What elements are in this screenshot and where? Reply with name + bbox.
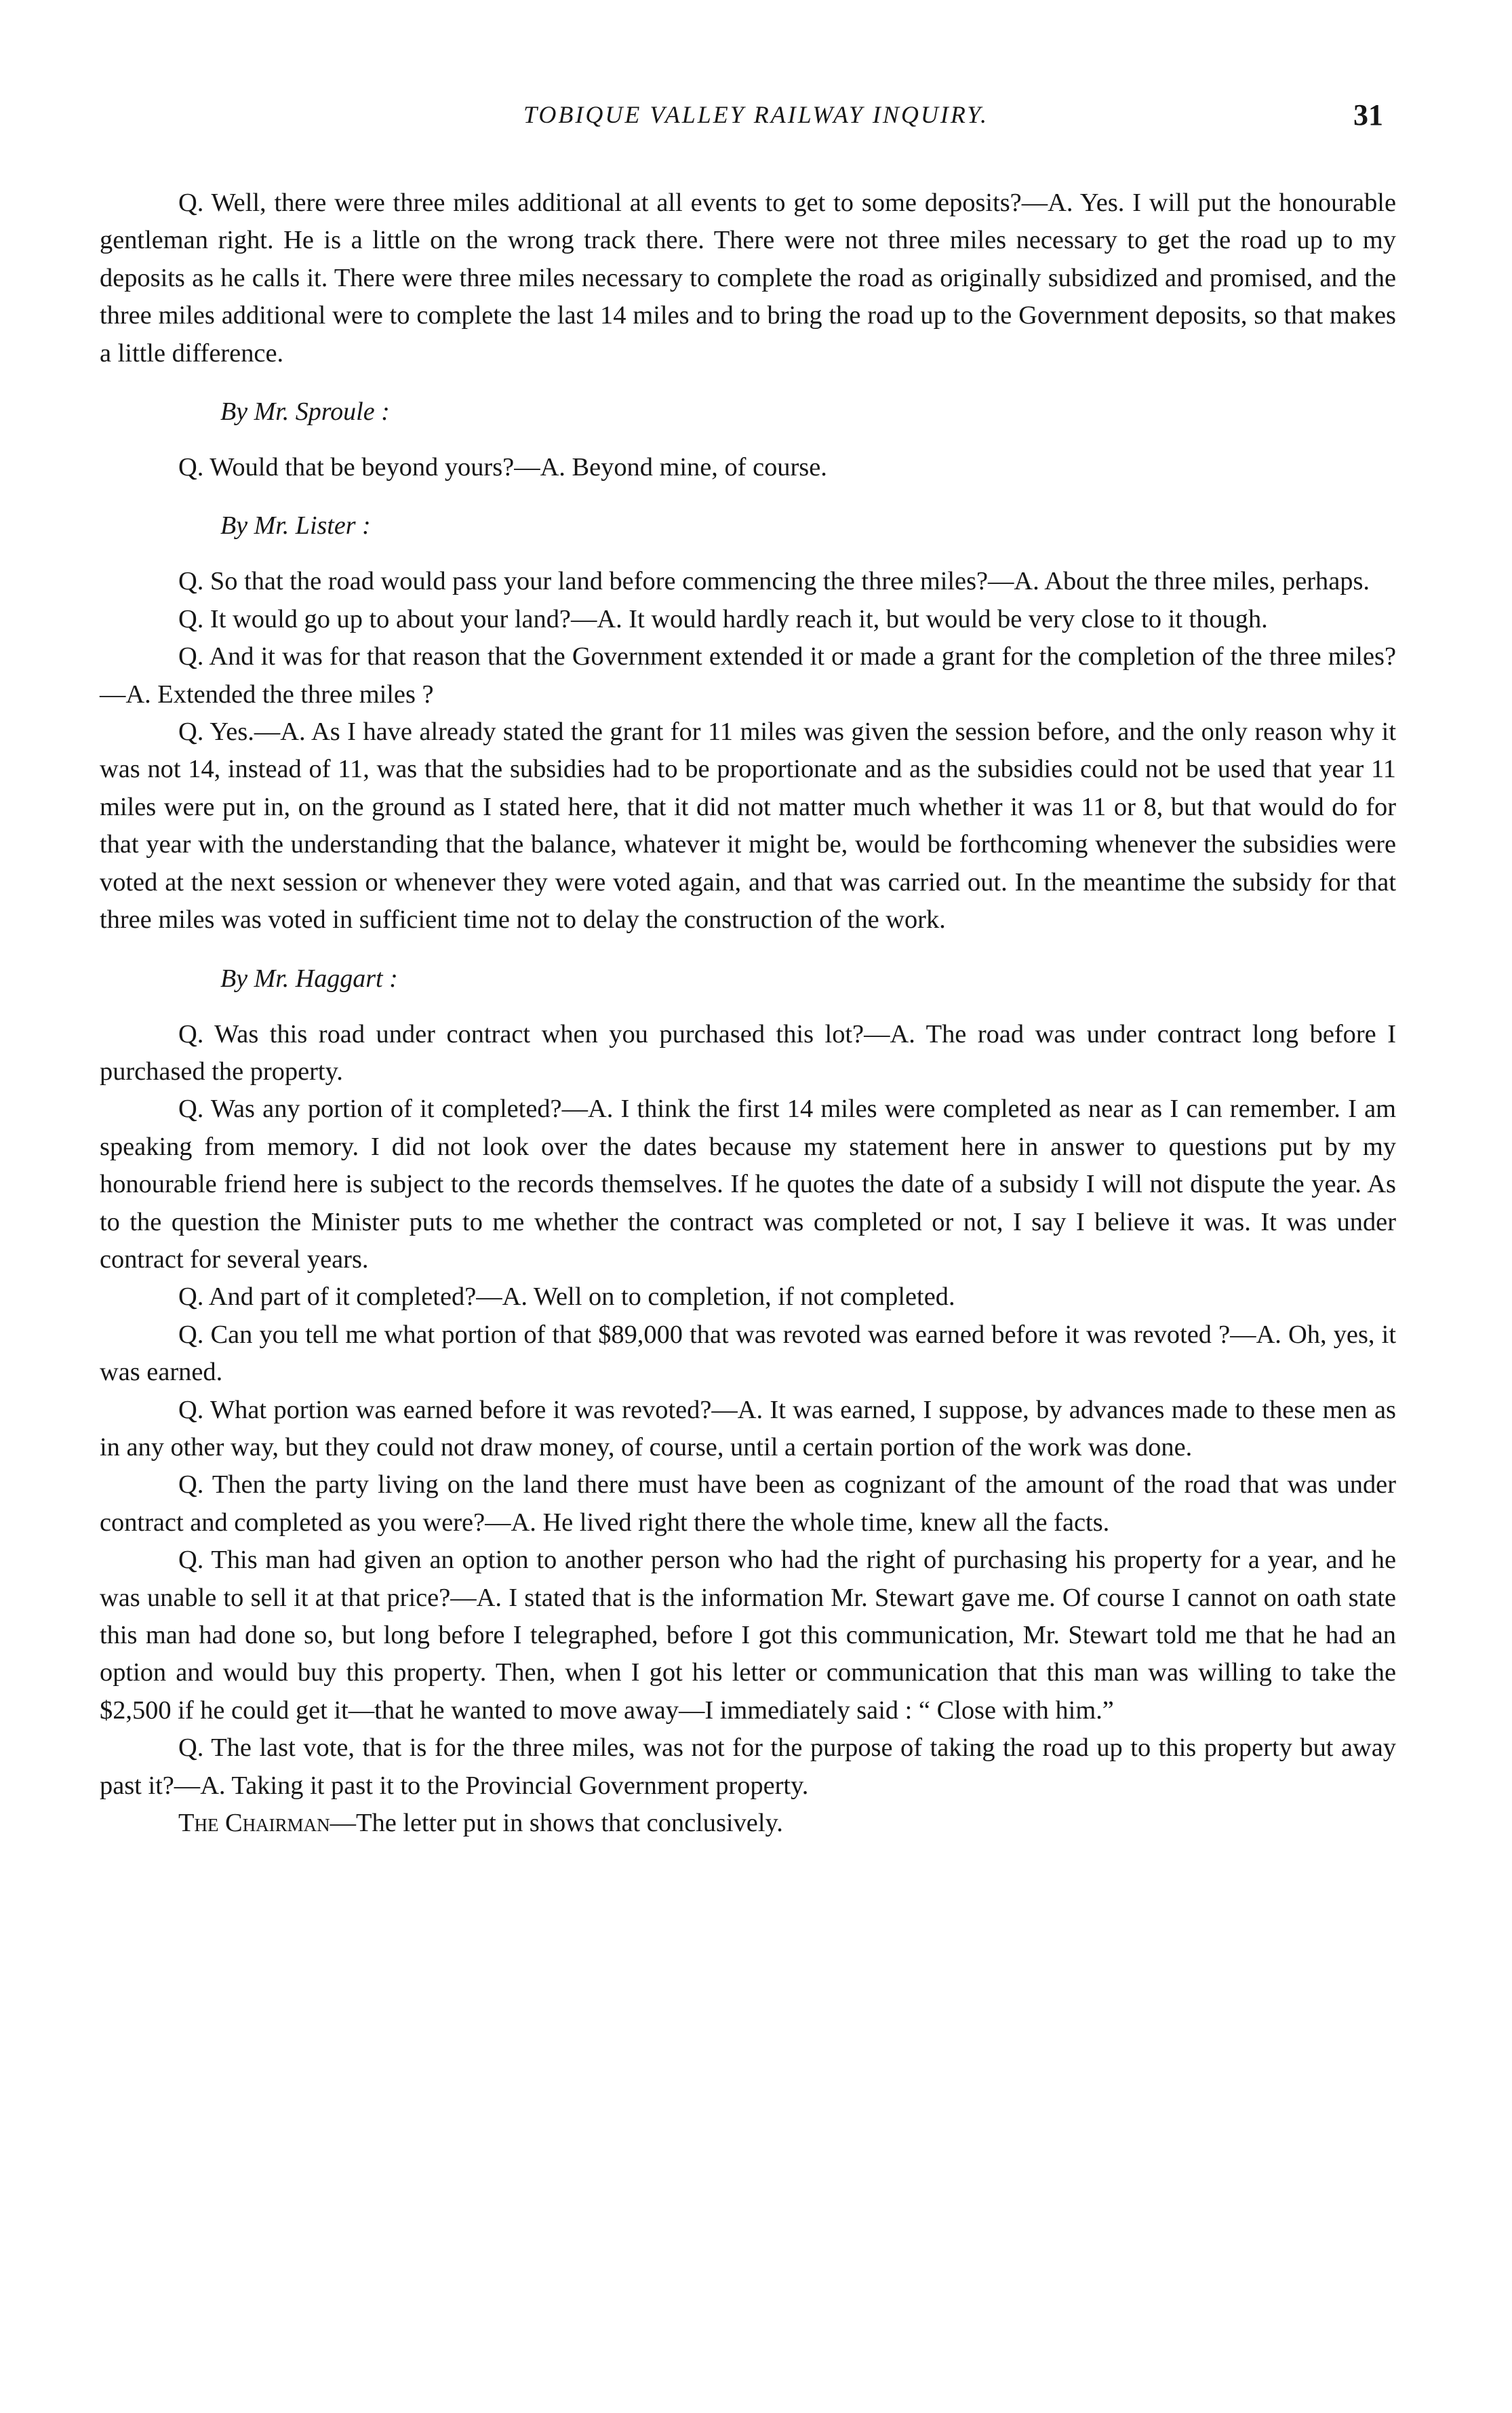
question-answer-paragraph: Q. Yes.—A. As I have already stated the grant for 11 miles was given the session before, and the only reason why it was not 14, instead of 11, was that the subsidies had to be proportionate and as the subsidies could not be used that year 11 miles were put in, on the ground as I stated here, that it did not matter much whether it was 11 or 8, but that would do for that year with the understanding that the balance, whatever it might be, would be forthcoming whenever the subsidies were voted at the next session or whenever they were voted again, and that was carried out. In the meantime the subsidy for that three miles was voted in sufficient time not to delay the construction of the work. <box>100 718 1396 935</box>
question-answer-paragraph: Q. This man had given an option to another person who had the right of purchasing his property for a year, and he was unable to sell it at that price?—A. I stated that is the information Mr. Stewart gave me. Of course I cannot on oath state this man had done so, but long before I telegraphed, before I got this communication, Mr. Stewart told me that he had an option and would buy this property. Then, when I got his letter or communication that this man was willing to take the $2,500 if he could get it—that he wanted to move away—I immediately said : “ Close with him.” <box>100 1546 1396 1725</box>
running-header <box>0 100 1512 141</box>
question-answer-paragraph: Q. And part of it completed?—A. Well on to completion, if not completed. <box>178 1282 955 1312</box>
question-answer-paragraph: Q. The last vote, that is for the three miles, was not for the purpose of taking the road up to this property but away past it?—A. Taking it past it to the Provincial Government property. <box>100 1733 1396 1800</box>
question-answer-paragraph: Q. So that the road would pass your land before commencing the three miles?—A. About the three miles, perhaps. <box>178 567 1370 596</box>
chairman-statement-text: —The letter put in shows that conclusively. <box>330 1809 783 1838</box>
examiner-heading: By Mr. Sproule : <box>220 397 390 427</box>
running-title: TOBIQUE VALLEY RAILWAY INQUIRY. <box>523 101 989 128</box>
page-number: 31 <box>1353 98 1383 132</box>
question-answer-paragraph: Q. And it was for that reason that the Government extended it or made a grant for the completion of the three miles?—A. Extended the three miles ? <box>100 642 1396 709</box>
examiner-heading: By Mr. Lister : <box>220 511 371 541</box>
body-text <box>100 184 1396 1842</box>
question-answer-paragraph: Q. Well, there were three miles additional at all events to get to some deposits?—A. Yes. I will put the honourable gentleman right. He is a little on the wrong track there. There were not three miles necessary to get the road up to my deposits as he calls it. There were three miles necessary to complete the road as originally subsidized and promised, and the three miles additional were to complete the last 14 miles and to bring the road up to the Government deposits, so that makes a little difference. <box>100 189 1396 368</box>
chairman-statement <box>100 1805 1396 1842</box>
question-answer-paragraph: Q. It would go up to about your land?—A. It would hardly reach it, but would be very close to it though. <box>178 604 1268 633</box>
question-answer-paragraph: Q. Then the party living on the land there must have been as cognizant of the amount of the road that was under contract and completed as you were?—A. He lived right there the whole time, knew all the facts. <box>100 1470 1396 1537</box>
question-answer-paragraph: Q. What portion was earned before it was revoted?—A. It was earned, I suppose, by advances made to these men as in any other way, but they could not draw money, of course, until a certain portion of the work was done. <box>100 1395 1396 1461</box>
question-answer-paragraph: Q. Was any portion of it completed?—A. I think the first 14 miles were completed as near as I can remember. I am speaking from memory. I did not look over the dates because my statement here in answer to questions put by my honourable friend here is subject to the records themselves. If he quotes the date of a subsidy I will not dispute the year. As to the question the Minister puts to me whether the contract was completed or not, I say I believe it was. It was under contract for several years. <box>100 1095 1396 1274</box>
question-answer-paragraph: Q. Would that be beyond yours?—A. Beyond mine, of course. <box>178 453 827 482</box>
examiner-heading: By Mr. Haggart : <box>220 964 398 993</box>
question-answer-paragraph: Q. Can you tell me what portion of that $89,000 that was revoted was earned before it was revoted ?—A. Oh, yes, it was earned. <box>100 1320 1396 1387</box>
question-answer-paragraph: Q. Was this road under contract when you purchased this lot?—A. The road was under contract long before I purchased the property. <box>100 1019 1396 1086</box>
chairman-speaker-label: The Chairman <box>178 1809 330 1838</box>
